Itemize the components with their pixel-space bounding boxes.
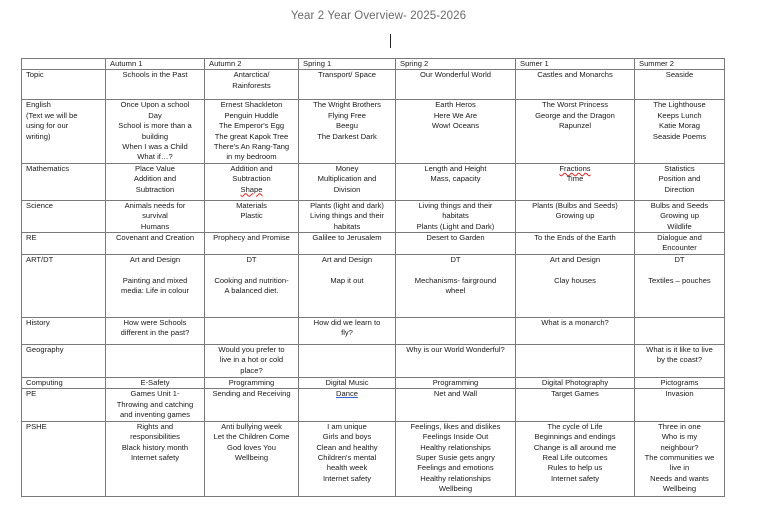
- table-cell: [635, 378, 725, 389]
- row-label-cell: [22, 100, 106, 163]
- table-cell: [516, 200, 635, 232]
- table-cell: [396, 318, 516, 345]
- cell-text-line: Growing up: [555, 211, 595, 221]
- table-cell: [205, 200, 299, 232]
- cell-text-line: fly?: [341, 328, 353, 338]
- table-row-english: [22, 100, 725, 163]
- cell-text-line: Position and: [658, 174, 701, 184]
- table-row-topic: [22, 70, 725, 100]
- cell-text-line: Super Susie gets angry: [416, 452, 495, 462]
- cell-text-line: Would you prefer to: [218, 345, 285, 355]
- column-header-label: Spring 1: [303, 59, 332, 68]
- column-header-label: Spring 2: [400, 59, 429, 68]
- table-cell: [299, 233, 396, 255]
- table-cell: [396, 233, 516, 255]
- cell-text-line: Programming: [228, 378, 275, 388]
- cell-text-line: What is it like to live: [646, 345, 713, 355]
- cell-text-line: Digital Photography: [541, 378, 609, 388]
- cell-text-line: God loves You: [227, 442, 276, 452]
- column-header-label: Autumn 2: [209, 59, 242, 68]
- cell-text-line: habitats: [333, 221, 361, 231]
- cell-text-line: Place Value: [135, 163, 175, 173]
- table-cell: [106, 378, 205, 389]
- cell-text-line: DT: [450, 255, 461, 265]
- table-cell: [516, 389, 635, 421]
- table-cell: [516, 233, 635, 255]
- cell-text-line: DT: [674, 255, 685, 265]
- column-header-label: Summer 2: [639, 59, 675, 68]
- cell-text-line: Living things and their: [310, 211, 384, 221]
- cell-text-line: Pictograms: [660, 378, 699, 388]
- cell-text-line: live in: [669, 463, 690, 473]
- table-cell: [205, 345, 299, 378]
- table-cell: [516, 421, 635, 496]
- cell-text-line: Prophecy and Promise: [213, 233, 290, 243]
- cell-text-line: media: Life in colour: [121, 286, 189, 296]
- table-cell: [299, 200, 396, 232]
- row-label-cell: [22, 70, 106, 100]
- cell-text-line: Living things and their: [418, 200, 493, 210]
- cell-text-line: Let the Children Come: [213, 432, 290, 442]
- cell-text-line: There's An Rang-Tang: [213, 142, 290, 152]
- table-cell: [205, 389, 299, 421]
- cell-text-line: Clay houses: [554, 275, 596, 285]
- cell-text-line: Girls and boys: [322, 432, 372, 442]
- cell-text-line: School is more than a: [118, 121, 192, 131]
- table-cell: [299, 421, 396, 496]
- row-label-cell: [22, 318, 106, 345]
- table-cell: [299, 255, 396, 318]
- cell-text-line: Bulbs and Seeds: [650, 200, 709, 210]
- cell-text-line: place?: [240, 365, 263, 375]
- cell-text-line: The Wright Brothers: [313, 100, 381, 110]
- table-cell: [516, 100, 635, 163]
- cell-text-line: Real Life outcomes: [542, 452, 608, 462]
- cell-text-line: Plastic: [240, 211, 263, 221]
- cell-text-line: Castles and Monarchs: [537, 70, 613, 80]
- row-label-text: (Text we will be: [26, 110, 78, 120]
- column-header-label: Sumer 1: [520, 59, 549, 68]
- cell-text-line: in my bedroom: [226, 152, 277, 162]
- cell-text-line: by the coast?: [656, 355, 703, 365]
- cell-text-line: Transport/ Space: [318, 70, 376, 80]
- table-cell: [205, 378, 299, 389]
- table-cell: [106, 100, 205, 163]
- table-row-mathematics: [22, 163, 725, 200]
- cell-text-line: Rules to help us: [547, 463, 603, 473]
- table-cell: [205, 100, 299, 163]
- table-cell: [205, 421, 299, 496]
- header-corner-cell: [22, 59, 106, 70]
- table-cell: [516, 163, 635, 200]
- cell-text-line: Cooking and nutrition-: [214, 275, 289, 285]
- cell-text-line: different in the past?: [120, 328, 190, 338]
- cell-text-line: Addition and: [230, 163, 273, 173]
- cell-text-line: Painting and mixed: [122, 275, 188, 285]
- row-label-text: using for our: [26, 121, 69, 131]
- cell-text-line: Here We Are: [433, 110, 478, 120]
- cell-text-line: responsibilities: [130, 432, 180, 442]
- table-cell: [299, 318, 396, 345]
- cell-text-line: [207, 265, 296, 275]
- cell-text-line: The Darkest Dark: [317, 131, 377, 141]
- cell-text-line: Anti bullying week: [221, 421, 282, 431]
- cell-text-line: Day: [148, 110, 162, 120]
- cell-text-line: A balanced diet.: [224, 286, 279, 296]
- table-row-pe: [22, 389, 725, 421]
- table-cell: [635, 318, 725, 345]
- row-label-text: Geography: [26, 345, 64, 355]
- cell-text-line: Feelings Inside Out: [422, 432, 489, 442]
- table-cell: [205, 70, 299, 100]
- cell-text-line: Rainforests: [232, 80, 271, 90]
- table-cell: [106, 233, 205, 255]
- cell-text-line: [518, 265, 632, 275]
- row-label-cell: [22, 163, 106, 200]
- cell-text-line: Materials: [236, 200, 267, 210]
- table-cell: [635, 163, 725, 200]
- table-cell: [106, 200, 205, 232]
- cell-text-line: Desert to Garden: [426, 233, 485, 243]
- cell-text-line: Wellbeing: [438, 484, 473, 494]
- column-header-autumn-2: [205, 59, 299, 70]
- cell-text-line: survival: [142, 211, 168, 221]
- row-label-cell: [22, 378, 106, 389]
- cell-text-line: Division: [333, 184, 361, 194]
- table-cell: [396, 378, 516, 389]
- table-cell: [299, 345, 396, 378]
- cell-text-line: Healthy relationships: [420, 473, 491, 483]
- cell-text-line: Once Upon a school: [120, 100, 190, 110]
- column-header-autumn-1: [106, 59, 205, 70]
- table-row-art-dt: [22, 255, 725, 318]
- cell-text-line: Subtraction: [232, 174, 271, 184]
- cell-text-line: Needs and wants: [650, 473, 709, 483]
- table-cell: [299, 100, 396, 163]
- cell-text-line: Programming: [432, 378, 479, 388]
- cell-text-line: Galilee to Jerusalem: [312, 233, 382, 243]
- cell-text-line: Wellbeing: [234, 452, 269, 462]
- cell-text-line: Plants (Bulbs and Seeds): [532, 200, 618, 210]
- table-row-history: [22, 318, 725, 345]
- cell-text-line: Throwing and catching: [116, 399, 194, 409]
- cell-text-line: and inventing games: [119, 410, 191, 420]
- table-cell: [106, 163, 205, 200]
- cell-text-line: neighbour?: [660, 442, 699, 452]
- cell-text-line: E-Safety: [140, 378, 170, 388]
- row-label-text: Computing: [26, 378, 63, 388]
- cell-text-line: Earth Heros: [435, 100, 476, 110]
- table-cell: [635, 345, 725, 378]
- row-label-text: PSHE: [26, 421, 47, 431]
- table-cell: [635, 421, 725, 496]
- cell-text-line: Seaside Poems: [652, 131, 707, 141]
- table-cell: [516, 70, 635, 100]
- table-cell: [106, 70, 205, 100]
- row-label-text: History: [26, 318, 50, 328]
- cell-text-line: Ernest Shackleton: [220, 100, 283, 110]
- cell-text-line: live in a hot or cold: [219, 355, 284, 365]
- cell-text-line: Multiplication and: [317, 174, 377, 184]
- cell-text-line: Plants (Light and Dark): [416, 221, 495, 231]
- column-header-sumer-1: [516, 59, 635, 70]
- table-cell: [396, 421, 516, 496]
- table-cell: [106, 421, 205, 496]
- table-row-pshe: [22, 421, 725, 496]
- cell-text-line: Plants (light and dark): [310, 200, 384, 210]
- cell-text-line: [301, 265, 393, 275]
- table-row-computing: [22, 378, 725, 389]
- table-cell: [396, 255, 516, 318]
- row-label-cell: [22, 421, 106, 496]
- cell-text-line: Seaside: [665, 70, 694, 80]
- table-cell: [106, 389, 205, 421]
- cell-text-line: Net and Wall: [433, 389, 478, 399]
- row-label-text: writing): [26, 131, 51, 141]
- table-cell: [635, 255, 725, 318]
- cell-text-line: building: [141, 131, 169, 141]
- cell-text-line: Internet safety: [550, 473, 600, 483]
- column-header-spring-2: [396, 59, 516, 70]
- cell-text-line: The Worst Princess: [541, 100, 609, 110]
- table-row-re: [22, 233, 725, 255]
- cell-text-line: I am unique: [327, 421, 367, 431]
- cell-text-line: Internet safety: [130, 452, 180, 462]
- cell-text-line: Children's mental: [317, 452, 377, 462]
- cell-text-line: Beegu: [336, 121, 358, 131]
- cell-text-line: Addition and: [133, 174, 177, 184]
- column-header-spring-1: [299, 59, 396, 70]
- cell-text-line: Covenant and Creation: [115, 233, 195, 243]
- cell-text-line: Time: [566, 174, 584, 184]
- cell-text-line: [637, 265, 722, 275]
- cell-text-line: Subtraction: [135, 184, 175, 194]
- row-label-text: ART/DT: [26, 255, 54, 265]
- cell-text-line: Statistics: [664, 163, 695, 173]
- table-cell: [205, 318, 299, 345]
- table-cell: [635, 100, 725, 163]
- cell-text-line: Sending and Receiving: [212, 389, 291, 399]
- row-label-cell: [22, 389, 106, 421]
- cell-text-line: [108, 265, 202, 275]
- row-label-cell: [22, 200, 106, 232]
- table-cell: [396, 100, 516, 163]
- cell-text-line: George and the Dragon: [535, 110, 615, 120]
- cell-text-line: Change is all around me: [533, 442, 617, 452]
- cell-text-line: Mass, capacity: [430, 174, 481, 184]
- cell-text-line: How did we learn to: [313, 318, 381, 328]
- table-row-science: [22, 200, 725, 232]
- row-label-cell: [22, 345, 106, 378]
- cell-text-line: To the Ends of the Earth: [534, 233, 616, 243]
- document-title: Year 2 Year Overview- 2025-2026: [290, 10, 467, 22]
- cell-text-line: Length and Height: [424, 163, 487, 173]
- year-overview-table: [21, 58, 725, 497]
- cell-text-line: Healthy relationships: [420, 442, 491, 452]
- cell-text-line: habitats: [442, 211, 469, 221]
- cell-text-line: Schools in the Past: [122, 70, 188, 80]
- cell-text-line: The great Kapok Tree: [214, 131, 289, 141]
- cell-text-line: What is a monarch?: [541, 318, 609, 328]
- cell-text-line: Art and Design: [129, 255, 181, 265]
- cell-text-line: Invasion: [665, 389, 694, 399]
- cell-text-line: Games Unit 1-: [130, 389, 180, 399]
- cell-text-line: Animals needs for: [124, 200, 186, 210]
- cell-text-line: The Lighthouse: [653, 100, 706, 110]
- cell-text-line: Textiles – pouches: [648, 275, 711, 285]
- cell-text-line: Growing up: [660, 211, 699, 221]
- table-cell: [106, 318, 205, 345]
- table-cell: [205, 255, 299, 318]
- table-cell: [299, 163, 396, 200]
- table-row-geography: [22, 345, 725, 378]
- cell-text-line: Wildlife: [667, 221, 692, 231]
- cell-text-line: Keeps Lunch: [657, 110, 702, 120]
- table-cell: [516, 318, 635, 345]
- cell-text-line: Digital Music: [325, 378, 369, 388]
- table-cell: [396, 163, 516, 200]
- cell-text-line: Internet safety: [322, 473, 372, 483]
- cell-text-line: Mechanisms- fairground: [414, 275, 497, 285]
- cell-text-line: Three in one: [658, 421, 701, 431]
- row-label-text: English: [26, 100, 51, 110]
- cell-text-line: Our Wonderful World: [419, 70, 492, 80]
- table-cell: [516, 255, 635, 318]
- row-label-text: Science: [26, 200, 54, 210]
- cell-text-line: The communities we: [644, 452, 715, 462]
- cell-text-line: Art and Design: [549, 255, 601, 265]
- cell-text-line: Encounter: [662, 243, 697, 253]
- table-cell: [299, 378, 396, 389]
- cell-text-line: Flying Free: [328, 110, 366, 120]
- cell-text-line: How were Schools: [123, 318, 187, 328]
- table-cell: [396, 70, 516, 100]
- table-cell: [106, 345, 205, 378]
- table-cell: [516, 345, 635, 378]
- cell-text-line: Humans: [140, 221, 170, 231]
- cell-text-line: [398, 265, 513, 275]
- table-cell: [106, 255, 205, 318]
- cell-text-line: Wow! Oceans: [431, 121, 480, 131]
- column-header-summer-2: [635, 59, 725, 70]
- cell-text-line: health week: [326, 463, 368, 473]
- cell-text-line: Katie Morag: [659, 121, 700, 131]
- table-cell: [396, 389, 516, 421]
- cell-text-line: Beginnings and endings: [534, 432, 616, 442]
- table-cell: [635, 200, 725, 232]
- cell-text-line: Target Games: [551, 389, 599, 399]
- cell-text-line: Dialogue and: [657, 233, 702, 243]
- cell-text-line: When I was a Child: [122, 142, 188, 152]
- row-label-text: PE: [26, 389, 37, 399]
- column-header-label: Autumn 1: [110, 59, 143, 68]
- spellcheck-flagged-word: Shape: [240, 184, 263, 194]
- row-label-text: Mathematics: [26, 163, 70, 173]
- table-cell: [635, 233, 725, 255]
- table-cell: [205, 163, 299, 200]
- cell-text-line: Rights and: [136, 421, 174, 431]
- table-cell: [635, 389, 725, 421]
- cell-text-line: Art and Design: [321, 255, 373, 265]
- cell-text-line: Antarctica/: [233, 70, 270, 80]
- cell-text-line: wheel: [445, 286, 466, 296]
- cell-text-line: Wellbeing: [662, 484, 697, 494]
- cell-text-line: Feelings, likes and dislikes: [410, 421, 501, 431]
- cell-text-line: Map it out: [330, 275, 364, 285]
- cell-text-line: What if…?: [137, 152, 173, 162]
- row-label-text: Topic: [26, 70, 44, 80]
- text-cursor: [390, 34, 391, 48]
- table-cell: [205, 233, 299, 255]
- cell-text-line: Black history month: [121, 442, 189, 452]
- table-cell: [396, 200, 516, 232]
- cell-text-line: The cycle of Life: [547, 421, 603, 431]
- cell-text-line: [518, 164, 632, 174]
- cell-text-line: Why is our World Wonderful?: [406, 345, 505, 355]
- table-cell: [635, 70, 725, 100]
- spellcheck-flagged-word: Fractions: [559, 163, 591, 173]
- cell-text-line: Who is my: [661, 432, 698, 442]
- table-cell: [299, 70, 396, 100]
- row-label-cell: [22, 233, 106, 255]
- cell-text-line: DT: [246, 255, 257, 265]
- cell-text-line: Penguin Huddle: [224, 110, 279, 120]
- cell-text-line: Clean and healthy: [316, 442, 378, 452]
- row-label-text: RE: [26, 233, 37, 243]
- cell-text-line: Direction: [664, 184, 695, 194]
- cell-text-line: [301, 389, 393, 399]
- table-cell: [516, 378, 635, 389]
- table-cell: [299, 389, 396, 421]
- grammar-flagged-word: Dance: [336, 389, 358, 399]
- cell-text-line: Money: [335, 163, 359, 173]
- table-cell: [396, 345, 516, 378]
- cell-text-line: The Emperor's Egg: [218, 121, 285, 131]
- cell-text-line: [207, 185, 296, 195]
- cell-text-line: Feelings and emotions: [417, 463, 494, 473]
- cell-text-line: Rapunzel: [558, 121, 592, 131]
- row-label-cell: [22, 255, 106, 318]
